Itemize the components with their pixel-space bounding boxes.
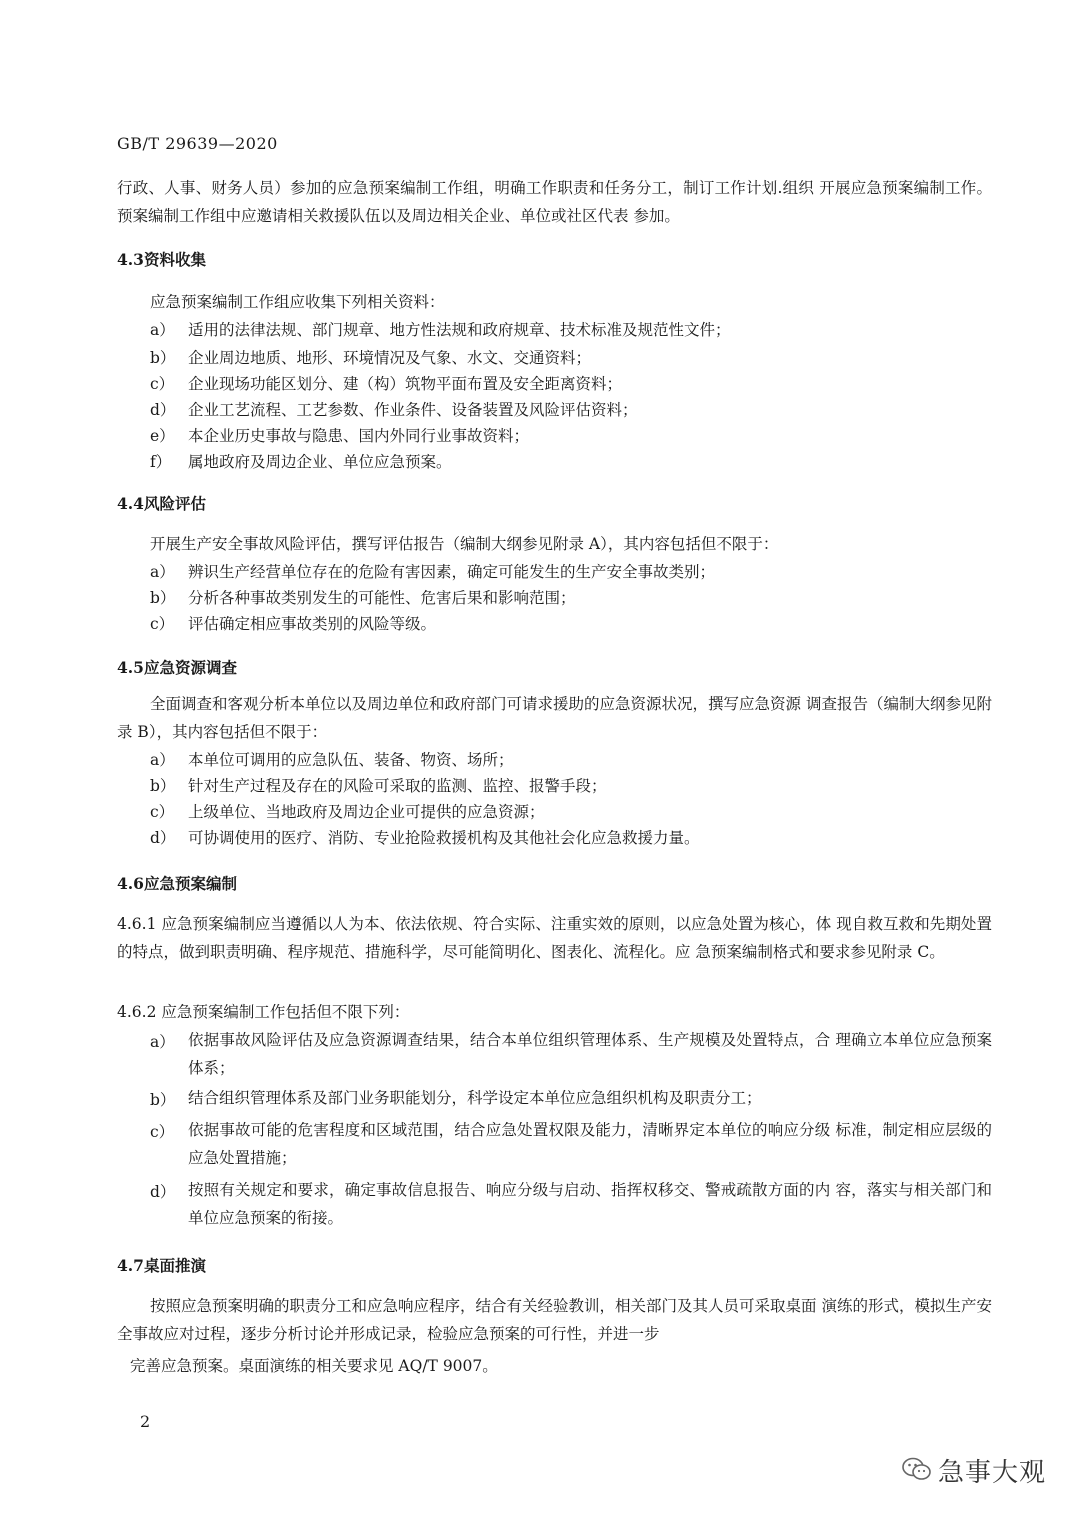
list-marker: c） <box>150 615 175 633</box>
list-text: 企业工艺流程、工艺参数、作业条件、设备装置及风险评估资料； <box>188 401 638 419</box>
list-item <box>150 318 731 340</box>
list-text: 依据事故可能的危害程度和区域范围，结合应急处置权限及能力，清晰界定本单位的响应分级 标准，制定相应层级的应急处置措施； <box>188 1121 992 1167</box>
list-marker: b） <box>150 349 176 367</box>
list-text: 本单位可调用的应急队伍、装备、物资、场所； <box>188 751 514 769</box>
list-item <box>150 346 591 368</box>
list-text: 针对生产过程及存在的风险可采取的监测、监控、报警手段； <box>188 777 607 795</box>
list-marker: a） <box>150 751 175 769</box>
list-marker: d） <box>150 401 176 419</box>
list-text: 属地政府及周边企业、单位应急预案。 <box>188 453 452 471</box>
list-text: 适用的法律法规、部门规章、地方性法规和政府规章、技术标准及规范性文件； <box>188 321 731 339</box>
list-text: 本企业历史事故与隐患、国内外同行业事故资料； <box>188 427 530 445</box>
list-marker: a） <box>150 1033 175 1051</box>
list-marker: a） <box>150 563 175 581</box>
section-4-5-title: 4.5应急资源调查 <box>117 658 237 677</box>
section-4-7-title: 4.7桌面推演 <box>117 1256 206 1275</box>
list-item <box>150 586 576 608</box>
list-marker: b） <box>150 589 176 607</box>
list-item <box>150 372 622 394</box>
intro-continuation: 行政、人事、财务人员）参加的应急预案编制工作组，明确工作职责和任务分工，制订工作计划.组织 开展应急预案编制工作。预案编制工作组中应邀请相关救援队伍以及周边相关企业、单位或社区代表 参加。 <box>117 179 992 225</box>
list-item <box>150 450 452 472</box>
list-item <box>150 800 545 822</box>
list-marker: d） <box>150 1183 176 1201</box>
list-item <box>150 826 700 848</box>
list-marker: e） <box>150 427 175 445</box>
list-text: 分析各种事故类别发生的可能性、危害后果和影响范围； <box>188 589 576 607</box>
section-4-7-paragraph: 按照应急预案明确的职责分工和应急响应程序，结合有关经验教训，相关部门及其人员可采取桌面 演练的形式，模拟生产安全事故应对过程，逐步分析讨论并形成记录，检验应急预案的可行性，并进一步 <box>117 1297 992 1343</box>
list-item <box>150 398 638 420</box>
list-text: 上级单位、当地政府及周边企业可提供的应急资源； <box>188 803 545 821</box>
list-text: 企业周边地质、地形、环境情况及气象、水文、交通资料； <box>188 349 592 367</box>
list-marker: b） <box>150 1091 176 1109</box>
list-marker: d） <box>150 829 176 847</box>
section-4-6-title: 4.6应急预案编制 <box>117 874 237 893</box>
section-4-3-lead: 应急预案编制工作组应收集下列相关资料： <box>150 293 445 311</box>
list-marker: c） <box>150 803 175 821</box>
list-marker: f） <box>150 453 172 471</box>
list-text: 企业现场功能区划分、建（构）筑物平面布置及安全距离资料； <box>188 375 623 393</box>
list-item <box>150 612 436 634</box>
list-item <box>150 748 514 770</box>
section-4-4-lead: 开展生产安全事故风险评估，撰写评估报告（编制大纲参见附录 A），其内容包括但不限于： <box>150 535 779 553</box>
list-text: 可协调使用的医疗、消防、专业抢险救援机构及其他社会化应急救援力量。 <box>188 829 700 847</box>
section-4-3-title: 4.3资料收集 <box>117 250 206 269</box>
clause-4-6-1: 4.6.1 应急预案编制应当遵循以人为本、依法依规、符合实际、注重实效的原则，以应急处置为核心，体 现自救互救和先期处置的特点，做到职责明确、程序规范、措施科学，尽可能简明化、图表化、流程化。应 急预案编制格式和要求参见附录 C。 <box>117 915 992 961</box>
list-marker: c） <box>150 1123 175 1141</box>
section-4-5-lead: 全面调查和客观分析本单位以及周边单位和政府部门可请求援助的应急资源状况，撰写应急资源 调查报告（编制大纲参见附录 B），其内容包括但不限于： <box>117 695 992 741</box>
list-item <box>150 560 715 582</box>
list-text: 依据事故风险评估及应急资源调查结果，结合本单位组织管理体系、生产规模及处置特点，合 理确立本单位应急预案体系； <box>188 1031 992 1077</box>
list-text: 结合组织管理体系及部门业务职能划分，科学设定本单位应急组织机构及职责分工； <box>188 1089 762 1107</box>
wechat-icon <box>902 1456 932 1486</box>
section-4-7-paragraph-cont: 完善应急预案。桌面演练的相关要求见 AQ/T 9007。 <box>130 1357 498 1375</box>
standard-id: GB/T 29639—2020 <box>117 134 278 153</box>
list-item <box>150 774 607 796</box>
list-marker: b） <box>150 777 176 795</box>
list-marker: c） <box>150 375 175 393</box>
list-marker: a） <box>150 321 175 339</box>
section-4-4-title: 4.4风险评估 <box>117 494 206 513</box>
clause-4-6-2: 4.6.2 应急预案编制工作包括但不限下列： <box>117 1003 410 1021</box>
list-text: 辨识生产经营单位存在的危险有害因素，确定可能发生的生产安全事故类别； <box>188 563 716 581</box>
list-item <box>150 424 529 446</box>
watermark-text: 急事大观 <box>938 1458 1047 1488</box>
watermark <box>902 1452 1046 1489</box>
list-text: 评估确定相应事故类别的风险等级。 <box>188 615 437 633</box>
list-text: 按照有关规定和要求，确定事故信息报告、响应分级与启动、指挥权移交、警戒疏散方面的内 容，落实与相关部门和单位应急预案的衔接。 <box>188 1181 992 1227</box>
page-number: 2 <box>140 1412 151 1431</box>
